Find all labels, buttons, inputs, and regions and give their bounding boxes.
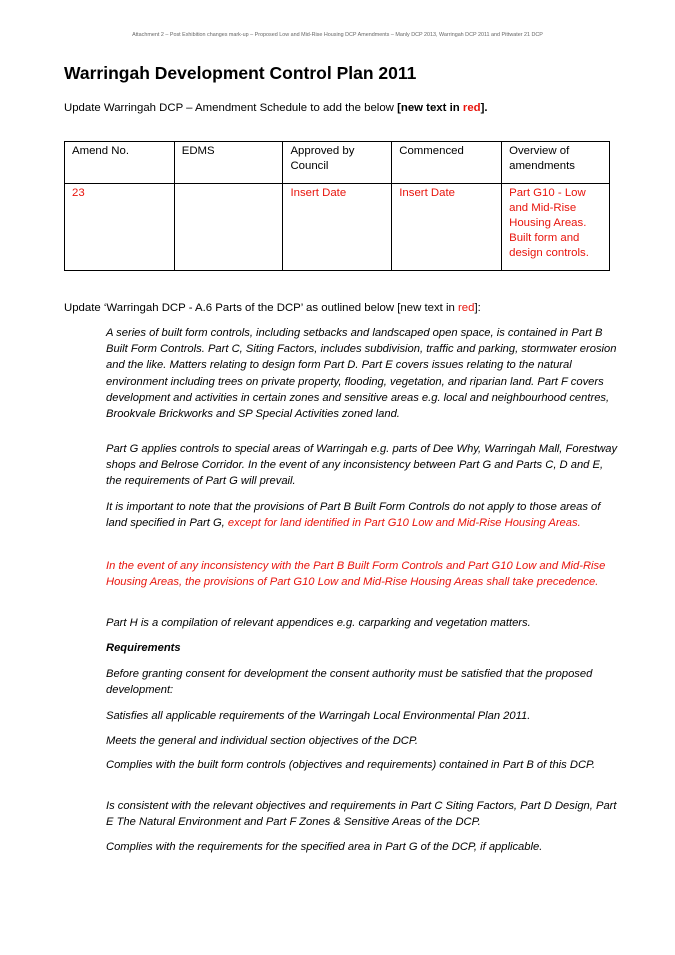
- page-title: Warringah Development Control Plan 2011: [64, 63, 417, 83]
- paragraph-part-g-comply: Complies with the requirements for the specified area in Part G of the DCP, if applicable.: [106, 841, 543, 853]
- amendment-schedule-table: [64, 141, 610, 271]
- paragraph-consistent: Is consistent with the relevant objectives and requirements in Part C Siting Factors, Part D Design, Part E The Natural Environment and Part F Zones & Sensitive Areas of the DCP.: [106, 800, 617, 829]
- header-commenced: Commenced: [392, 142, 502, 184]
- paragraph-built-form-controls: Complies with the built form controls (objectives and requirements) contained in Part B of this DCP.: [106, 759, 596, 771]
- update-text: Update ‘Warringah DCP - A.6 Parts of the DCP’ as outlined below [new text in: [64, 302, 459, 314]
- update-post: ]:: [474, 302, 481, 314]
- header-approved: Approved by Council: [283, 142, 392, 184]
- requirements-heading: Requirements: [106, 642, 181, 654]
- paragraph-objectives: Meets the general and individual section objectives of the DCP.: [106, 735, 418, 747]
- cell-amend-no: 23: [65, 184, 175, 271]
- paragraph-built-form: A series of built form controls, including setbacks and landscaped open space, is contained in Part B Built Form Controls. Part C, Siting Factors, includes subdivision, traffic and parking, stormwater erosion and the like. Matters relating to design form Part D. Part E covers issues relating to the natural environment including trees on private property, flooding, vegetation, and riparian land. Part F covers development and activities in certain zones and sensitive areas e.g. local and neighbourhood centres, Brookvale Brickworks and SP Special Activities zoned land.: [106, 327, 617, 421]
- cell-edms: [174, 184, 283, 271]
- update-paragraph: [64, 301, 481, 317]
- paragraph-part-b-note: [106, 499, 620, 531]
- intro-bold-pre: [new text in: [397, 102, 463, 114]
- intro-paragraph: [64, 101, 488, 117]
- paragraph-lep: Satisfies all applicable requirements of the Warringah Local Environmental Plan 2011.: [106, 710, 531, 722]
- cell-commenced: Insert Date: [392, 184, 502, 271]
- header-overview: Overview of amendments: [502, 142, 610, 184]
- table-header-row: [65, 142, 610, 184]
- intro-text: Update Warringah DCP – Amendment Schedule to add the below: [64, 102, 398, 114]
- table-row: [65, 184, 610, 271]
- update-red-word: red: [458, 302, 475, 314]
- intro-bold-post: ].: [480, 102, 488, 114]
- paragraph-inconsistency: In the event of any inconsistency with the Part B Built Form Controls and Part G10 Low and Mid-Rise Housing Areas, the provisions of Part G10 Low and Mid-Rise Housing Areas shall take precedence.: [106, 560, 606, 589]
- paragraph-consent: Before granting consent for development the consent authority must be satisfied that the proposed development:: [106, 668, 593, 697]
- header-amend-no: Amend No.: [65, 142, 175, 184]
- cell-approved: Insert Date: [283, 184, 392, 271]
- cell-overview: Part G10 - Low and Mid-Rise Housing Areas. Built form and design controls.: [502, 184, 610, 271]
- header-edms: EDMS: [174, 142, 283, 184]
- paragraph-part-h: Part H is a compilation of relevant appendices e.g. carparking and vegetation matters.: [106, 617, 531, 629]
- paragraph-part-g: Part G applies controls to special areas of Warringah e.g. parts of Dee Why, Warringah Mall, Forestway shops and Belrose Corridor. In the event of any inconsistency between Part G and Parts C, D and E, the requirements of Part G will prevail.: [106, 443, 618, 488]
- paragraph-part-b-note-black: It is important to note that the provisions of Part B Built Form Controls do not apply to those areas of land specified in Part G,: [106, 501, 601, 530]
- paragraph-part-b-note-red: except for land identified in Part G10 Low and Mid-Rise Housing Areas.: [227, 517, 581, 530]
- page-header: Attachment 2 – Post Exhibition changes mark-up – Proposed Low and Mid-Rise Housing DCP Amendments – Manly DCP 2013, Warringah DCP 2011 and Pittwater 21 DCP: [132, 32, 543, 38]
- intro-red-word: red: [462, 102, 481, 114]
